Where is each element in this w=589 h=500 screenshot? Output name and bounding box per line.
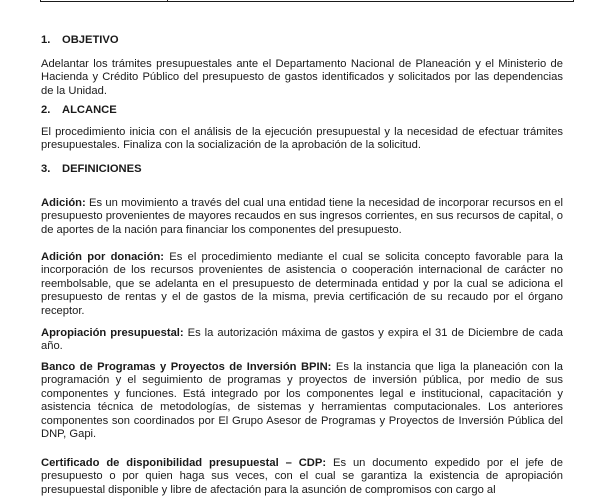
definition-item <box>41 251 563 318</box>
definition-text: Es la instancia que liga la planeación con la programación y el seguimiento de programas y proyectos de inversión pública, por medio de sus componentes y funciones. Está integrado por los componentes legal e institucional, capacitación y asistencia técnica de metodologías, de sistemas y herramientas computacionales. Los anteriores componentes son coordinados por El Grupo Asesor de Programas y Proyectos de Inversión Pública del DNP, Gapi. <box>41 361 563 441</box>
definition-item <box>41 327 563 354</box>
definition-text: Es un documento expedido por el jefe de presupuesto o por quien haga sus veces, con el cual se garantiza la existencia de apropiación presupuestal disponible y libre de afectación para la asunción de compromisos con cargo al <box>41 457 563 496</box>
definition-item <box>41 197 563 237</box>
definition-item <box>41 361 563 441</box>
section-title: OBJETIVO <box>62 34 119 46</box>
header-table-divider <box>167 0 168 2</box>
definition-term: Adición por donación: <box>41 251 165 263</box>
section-heading-alcance <box>41 104 117 117</box>
section-title: DEFINICIONES <box>62 163 142 175</box>
header-table-fragment <box>40 0 574 2</box>
section-heading-definiciones <box>41 163 142 176</box>
section-body-objetivo: Adelantar los trámites presupuestales ante el Departamento Nacional de Planeación y el Ministerio de Hacienda y Crédito Público del presupuesto de gastos identificados y solicitados por las dependencias de la Unidad. <box>41 58 563 97</box>
definition-term: Adición: <box>41 197 86 209</box>
section-number: 3. <box>41 163 51 175</box>
section-body-alcance: El procedimiento inicia con el análisis de la ejecución presupuestal y la necesidad de efectuar trámites presupuestales. Finaliza con la socialización de la aprobación de la solicitud. <box>41 126 563 152</box>
section-number: 2. <box>41 104 51 116</box>
definition-term: Certificado de disponibilidad presupuestal – CDP: <box>41 457 327 469</box>
definition-text: Es un movimiento a través del cual una entidad tiene la necesidad de incorporar recursos en el presupuesto provenientes de mayores recaudos en sus ingresos corrientes, en sus recursos de capital, o de aportes de la nación para financiar los componentes del presupuesto. <box>41 197 563 236</box>
section-number: 1. <box>41 34 51 46</box>
section-title: ALCANCE <box>62 104 117 116</box>
definition-text: Es la autorización máxima de gastos y expira el 31 de Diciembre de cada año. <box>41 327 563 353</box>
definition-text: Es el procedimiento mediante el cual se solicita concepto favorable para la incorporación de los recursos provenientes de asistencia o cooperación internacional de carácter no reembolsable, que se adelanta en el presupuesto de determinada entidad y por la cual se adiciona el presupuesto de rentas y el de gastos de la misma, previa certificación de su recaudo por el órgano receptor. <box>41 251 563 317</box>
section-heading-objetivo <box>41 34 119 47</box>
definition-term: Banco de Programas y Proyectos de Inversión BPIN: <box>41 361 332 373</box>
definition-item <box>41 457 563 497</box>
definition-term: Apropiación presupuestal: <box>41 327 184 339</box>
